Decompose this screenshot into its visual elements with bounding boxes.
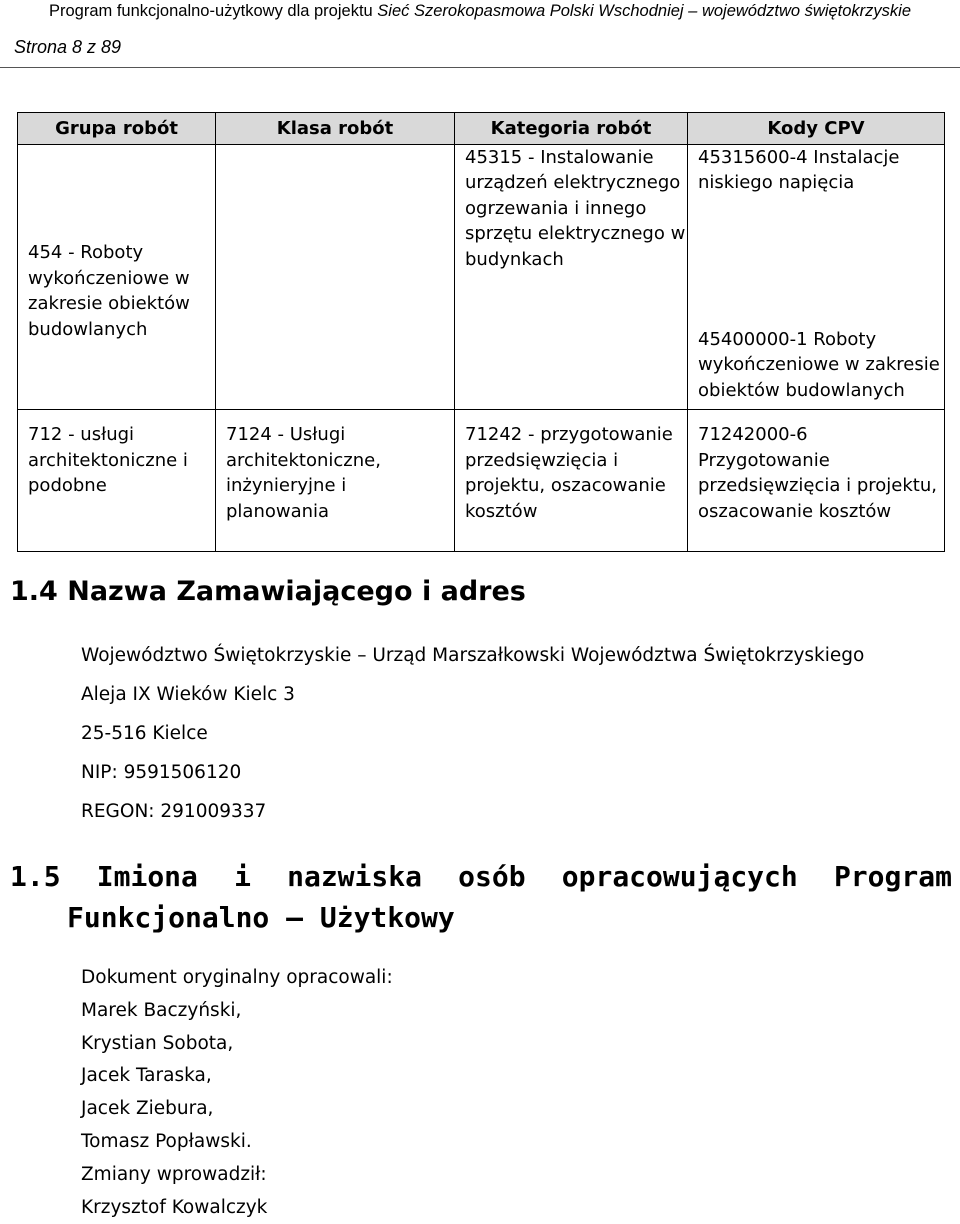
cpv-table [17,112,945,552]
header-prefix: Program funkcjonalno-użytkowy dla projektu [48,2,378,20]
section-heading [10,856,952,938]
list-item: Krystian Sobota, [81,1032,234,1054]
contracting-authority-address [81,643,864,838]
heading-word: i [234,860,251,893]
heading-word: nazwiska [287,860,422,893]
page-number: Strona 8 z 89 [14,37,122,57]
heading-line-2: Funkcjonalno – Użytkowy [67,901,455,934]
col-header-cpv: Kody CPV [688,113,945,145]
page-header [0,0,960,68]
col-header-class: Klasa robót [216,113,455,145]
table-row [18,410,945,552]
cell-category-empty [455,276,688,410]
cell-category: 45315 - Instalowanie urządzeń elektrycznego ogrzewania i innego sprzętu elektrycznego w budynkach [455,144,688,275]
list-item: Marek Baczyński, [81,999,242,1021]
regon-line: REGON: 291009337 [81,801,267,822]
cell-class [216,144,455,409]
cell-cpv: 71242000-6 Przygotowanie przedsięwzięcia i projektu, oszacowanie kosztów [688,410,945,552]
address-line: Aleja IX Wieków Kielc 3 [81,684,295,705]
cell-group: 712 - usługi architektoniczne i podobne [18,410,216,552]
cell-cpv: 45400000-1 Roboty wykończeniowe w zakresie obiektów budowlanych [688,276,945,410]
header-project: Sieć Szerokopasmowa Polski Wschodniej – województwo świętokrzyskie [377,2,912,20]
cell-class: 7124 - Usługi architektoniczne, inżynieryjne i planowania [216,410,455,552]
heading-word: opracowujących [561,860,798,893]
list-item: Jacek Taraska, [81,1065,212,1087]
list-item: Zmiany wprowadził: [81,1163,267,1185]
list-item: Dokument oryginalny opracowali: [81,967,393,988]
heading-word: Program [833,860,952,893]
col-header-group: Grupa robót [18,113,216,145]
heading-word: 1.5 [10,860,61,893]
list-item: Tomasz Popławski. [81,1130,252,1152]
authors-list [81,962,393,1224]
col-header-category: Kategoria robót [455,113,688,145]
heading-word: Imiona [96,860,198,893]
nip-line: NIP: 9591506120 [81,762,242,783]
cell-category: 71242 - przygotowanie przedsięwzięcia i projektu, oszacowanie kosztów [455,410,688,552]
table-header-row [18,113,945,145]
heading-word: osób [458,860,526,893]
cell-group: 454 - Roboty wykończeniowe w zakresie obiektów budowlanych [18,144,216,409]
list-item: Krzysztof Kowalczyk [81,1196,268,1218]
header-title [0,0,960,22]
address-line: 25-516 Kielce [81,723,208,744]
address-line: Województwo Świętokrzyskie – Urząd Marszałkowski Województwa Świętokrzyskiego [81,645,865,666]
cell-cpv: 45315600-4 Instalacje niskiego napięcia [688,144,945,275]
section-heading: 1.4 Nazwa Zamawiającego i adres [10,576,526,607]
table-row [18,144,945,275]
list-item: Jacek Ziebura, [81,1098,214,1120]
